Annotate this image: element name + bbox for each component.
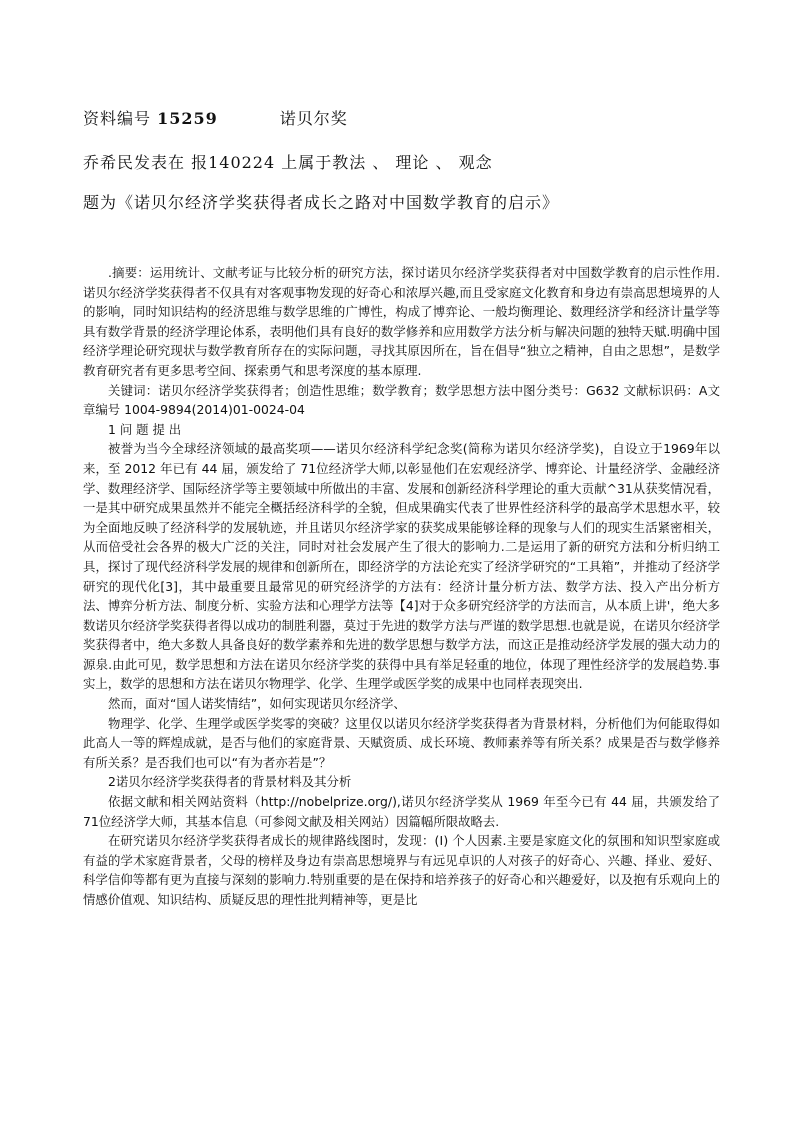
publication-line: 乔希民发表在 报140224 上属于教法 、 理论 、 观念 (83, 153, 493, 172)
document-id-line (83, 106, 348, 129)
article-body (83, 263, 720, 910)
paragraph-3: 物理学、化学、生理学或医学奖零的突破？这里仅以诺贝尔经济学奖获得者为背景材料，分析他们为何能取得如此高人一等的辉煌成就，是否与他们的家庭背景、天赋资质、成长环境、教师素养等有所关系？成果是否与数学修养有所关系？是否我们也可以“有为者亦若是”？ (83, 715, 720, 770)
paragraph-1: 被誉为当今全球经济领域的最高奖项——诺贝尔经济科学纪念奖(简称为诺贝尔经济学奖)，自设立于1969年以来，至 2012 年已有 44 届，颁发给了 71位经济学大师,以彰显他们在宏观经济学、博弈论、计量经济学、金融经济学、数理经济学、国际经济学等主要领域中所做出的丰富、发展和创新经济科学理论的重大贡献^31从获奖情况看，一是其中研究成果虽然并不能完全概括经济科学的全貌，但成果确实代表了世界性经济科学的最高学术思想水平，较为全面地反映了经济科学的发展轨迹，并且诺贝尔经济学家的获奖成果能够诠释的现象与人们的现实生活紧密相关，从而倍受社会各界的极大广泛的关注，同时对社会发展产生了很大的影响力.二是运用了新的研究方法和分析归纳工具，探讨了现代经济科学发展的规律和创新所在，即经济学的方法论充实了经济学研究的“工具箱”，并推动了经济学研究的现代化[3]，其中最重要且最常见的研究经济学的方法有：经济计量分析方法、数学方法、投入产出分析方法、博弈分析方法、制度分析、实验方法和心理学方法等【4]对于众多研究经济学的方法而言，从本质上讲'，绝大多数诺贝尔经济学奖获得者得以成功的制胜利器，莫过于先进的数学方法与严谨的数学思想.也就是说，在诺贝尔经济学奖获得者中，绝大多数人具备良好的数学素养和先进的数学思想与数学方法，而这正是推动经济学发展的强大动力的源泉.由此可见，数学思想和方法在诺贝尔经济学奖的获得中具有举足轻重的地位，体现了理性经济学的发展趋势.事实上，数学的思想和方法在诺贝尔物理学、化学、生理学或医学奖的成果中也同样表现突出. (83, 441, 720, 692)
doc-id: 15259 (157, 109, 218, 128)
paragraph-4: 依据文献和相关网站资料（http://nobelprize.org/),诺贝尔经济学奖从 1969 年至今已有 44 届，共颁发给了71位经济学大师，其基本信息（可参阅文献及相关网站）因篇幅所限故略去. (83, 794, 720, 829)
section-2-heading: 2诺贝尔经济学奖获得者的背景材料及其分析 (108, 774, 352, 790)
abstract: .摘要：运用统计、文献考证与比较分析的研究方法，探讨诺贝尔经济学奖获得者对中国数学教育的启示性作用.诺贝尔经济学奖获得者不仅具有对客观事物发现的好奇心和浓厚兴趣,而且受家庭文化教育和身边有崇高思想境界的人的影响，同时知识结构的经济思维与数学思维的广博性，构成了博弈论、一般均衡理论、数理经济学和经济计量学等具有数学背景的经济学理论体系，表明他们具有良好的数学修养和应用数学方法分析与解决问题的独特天赋.明确中国经济学理论研究现状与数学教育所存在的实际问题，寻找其原因所在，旨在倡导“独立之精神，自由之思想”，是数学教育研究者有更多思考空间、探索勇气和思考深度的基本原理. (83, 265, 720, 378)
doc-topic: 诺贝尔奖 (279, 109, 348, 128)
paragraph-2: 然而，面对“国人诺奖情结”，如何实现诺贝尔经济学、 (108, 696, 406, 712)
section-1-heading: 1 问 题 提 出 (108, 421, 182, 437)
paragraph-5: 在研究诺贝尔经济学奖获得者成长的规律路线图时，发现：(Ⅰ) 个人因素.主要是家庭文化的氛围和知识型家庭或有益的学术家庭背景者，父母的榜样及身边有崇高思想境界与有远见卓识的人对孩子的好奇心、兴趣、择业、爱好、科学信仰等都有更为直接与深刻的影响力.特别重要的是在保持和培养孩子的好奇心和兴趣爱好，以及抱有乐观向上的情感价值观、知识结构、质疑反思的理性批判精神等，更是比 (83, 833, 720, 907)
title-line: 题为《诺贝尔经济学奖获得者成长之路对中国数学教育的启示》 (83, 193, 560, 212)
doc-id-label: 资料编号 (83, 109, 152, 128)
keywords: 关键词：诺贝尔经济学奖获得者；创造性思维；数学教育；数学思想方法中图分类号：G632 文献标识码：A文章编号 1004-9894(2014)01-0024-04 (83, 382, 720, 418)
